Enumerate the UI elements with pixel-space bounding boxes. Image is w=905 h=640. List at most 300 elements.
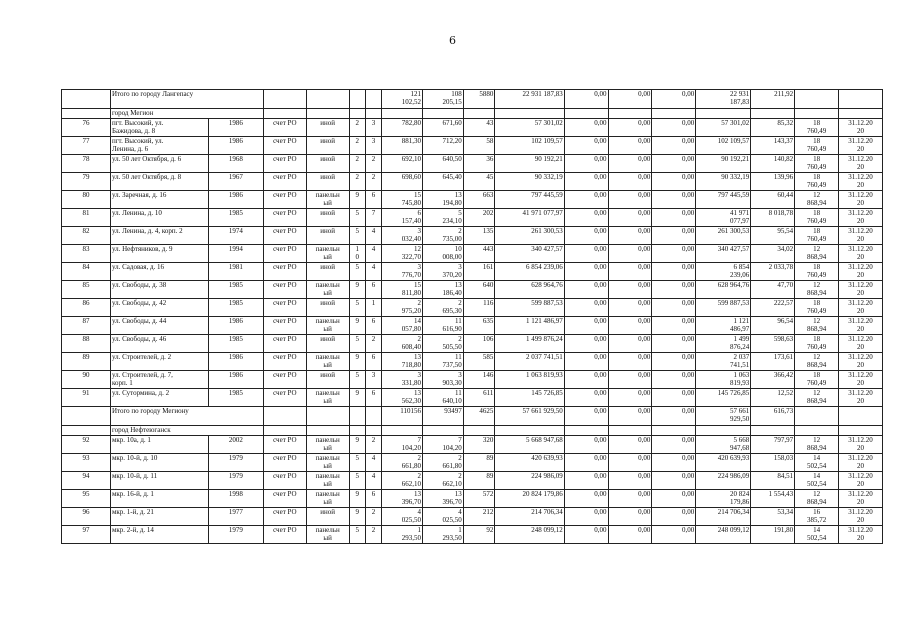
table-cell: 0,00 — [608, 281, 652, 299]
table-cell: счет РО — [263, 227, 306, 245]
table-cell: мкр. 10а, д. 1 — [110, 436, 208, 454]
table-cell: 0,00 — [564, 454, 608, 472]
table-cell: 140,82 — [751, 155, 795, 173]
city-section-row — [62, 426, 883, 436]
table-cell: счет РО — [263, 436, 306, 454]
table-cell: 158,03 — [751, 454, 795, 472]
table-cell: счет РО — [263, 508, 306, 526]
table-cell: 0,00 — [652, 508, 696, 526]
table-cell: 12 868,94 — [795, 490, 839, 508]
table-cell: 1986 — [208, 191, 263, 209]
table-cell: счет РО — [263, 245, 306, 263]
table-cell: 31.12.20 20 — [838, 119, 882, 137]
table-cell: 95 — [62, 490, 111, 508]
table-cell: 5 — [349, 371, 365, 389]
table-cell: 43 — [463, 119, 495, 137]
table-cell: мкр. 10-й, д. 11 — [110, 472, 208, 490]
table-cell: 41 971 077,97 — [495, 209, 564, 227]
table-cell: 135 — [463, 227, 495, 245]
table-cell: счет РО — [263, 173, 306, 191]
total-value-cell: 93497 — [422, 407, 463, 426]
table-cell: иной — [306, 371, 349, 389]
table-cell: 53,34 — [751, 508, 795, 526]
section-blank-cell — [564, 426, 608, 436]
table-cell: 224 986,09 — [495, 472, 564, 490]
table-cell: 31.12.20 20 — [838, 173, 882, 191]
table-cell: 0,00 — [608, 371, 652, 389]
table-cell: 14 057,80 — [382, 317, 423, 335]
table-cell: панельн ый — [306, 454, 349, 472]
table-row — [62, 263, 883, 281]
table-cell: 1986 — [208, 353, 263, 371]
table-row — [62, 335, 883, 353]
table-cell: 143,37 — [751, 137, 795, 155]
table-cell: 20 824 179,86 — [696, 490, 751, 508]
section-blank-cell — [495, 109, 564, 119]
table-cell: 2 661,80 — [382, 454, 423, 472]
section-blank-cell — [263, 109, 306, 119]
table-cell: 5 668 947,68 — [495, 436, 564, 454]
table-cell: 224 986,09 — [696, 472, 751, 490]
table-cell: 15 811,80 — [382, 281, 423, 299]
table-cell: 0,00 — [608, 137, 652, 155]
table-cell: 2 — [365, 436, 381, 454]
table-cell: 0,00 — [652, 389, 696, 407]
table-cell: 96 — [62, 508, 111, 526]
table-cell: 0,00 — [564, 353, 608, 371]
section-blank-cell — [795, 426, 839, 436]
table-cell: 2002 — [208, 436, 263, 454]
table-cell: 4 — [365, 472, 381, 490]
table-cell: 692,10 — [382, 155, 423, 173]
table-cell: 366,42 — [751, 371, 795, 389]
table-cell: 2 608,40 — [382, 335, 423, 353]
table-cell: 2 — [365, 173, 381, 191]
table-cell: 6 — [365, 353, 381, 371]
table-cell: 7 104,20 — [382, 436, 423, 454]
table-cell: 13 718,80 — [382, 353, 423, 371]
table-cell: 1985 — [208, 389, 263, 407]
table-cell: 18 760,49 — [795, 371, 839, 389]
total-value-cell — [795, 90, 839, 109]
table-cell: 0,00 — [608, 119, 652, 137]
table-cell: 0,00 — [608, 245, 652, 263]
table-cell: 0,00 — [564, 191, 608, 209]
table-cell: счет РО — [263, 209, 306, 227]
section-blank-cell — [696, 109, 751, 119]
table-cell: 0,00 — [652, 472, 696, 490]
table-row — [62, 119, 883, 137]
section-blank-cell — [306, 109, 349, 119]
table-cell: 0,00 — [564, 137, 608, 155]
table-cell: 88 — [62, 335, 111, 353]
table-cell: иной — [306, 227, 349, 245]
table-cell: 161 — [463, 263, 495, 281]
table-cell: 0,00 — [652, 245, 696, 263]
table-cell: 2 — [365, 526, 381, 544]
total-value-cell: 57 661 929,50 — [696, 407, 751, 426]
table-cell: 7 — [365, 209, 381, 227]
table-cell: 0,00 — [608, 191, 652, 209]
table-cell: 58 — [463, 137, 495, 155]
city-section-label: город Мегион — [110, 109, 263, 119]
table-cell: 31.12.20 20 — [838, 526, 882, 544]
table-cell: 13 562,30 — [382, 389, 423, 407]
table-cell: 214 706,34 — [696, 508, 751, 526]
table-cell: 2 033,78 — [751, 263, 795, 281]
table-cell: 0,00 — [652, 119, 696, 137]
section-blank-cell — [652, 426, 696, 436]
table-cell: 1 499 876,24 — [696, 335, 751, 353]
table-cell: 18 760,49 — [795, 209, 839, 227]
table-cell: 0,00 — [608, 353, 652, 371]
table-cell: иной — [306, 335, 349, 353]
table-cell: 31.12.20 20 — [838, 245, 882, 263]
table-cell: 712,20 — [422, 137, 463, 155]
table-cell: счет РО — [263, 155, 306, 173]
table-cell: панельн ый — [306, 490, 349, 508]
table-cell: 0,00 — [608, 508, 652, 526]
table-cell: 214 706,34 — [495, 508, 564, 526]
table-cell: иной — [306, 173, 349, 191]
table-cell: счет РО — [263, 299, 306, 317]
table-cell: 57 301,02 — [696, 119, 751, 137]
table-cell: 94 — [62, 472, 111, 490]
table-cell: 1 293,50 — [382, 526, 423, 544]
table-cell: 1977 — [208, 508, 263, 526]
table-cell: 0,00 — [608, 490, 652, 508]
total-value-cell: 22 931 187,83 — [495, 90, 564, 109]
table-cell: 2 975,20 — [382, 299, 423, 317]
table-cell: 420 639,93 — [696, 454, 751, 472]
table-cell: 0,00 — [564, 436, 608, 454]
total-value-cell — [838, 90, 882, 109]
table-cell: 2 — [365, 335, 381, 353]
table-cell: ул. Свободы, д. 38 — [110, 281, 208, 299]
table-cell: 0,00 — [652, 526, 696, 544]
table-cell: счет РО — [263, 371, 306, 389]
table-cell: панельн ый — [306, 472, 349, 490]
table-row — [62, 526, 883, 544]
table-cell: 0,00 — [608, 389, 652, 407]
table-cell: 18 760,49 — [795, 335, 839, 353]
table-cell: 12 868,94 — [795, 191, 839, 209]
table-cell: 0,00 — [564, 490, 608, 508]
table-cell: ул. Строителей, д. 2 — [110, 353, 208, 371]
table-cell: счет РО — [263, 389, 306, 407]
table-cell: 6 — [365, 191, 381, 209]
table-cell: 2 695,30 — [422, 299, 463, 317]
table-cell: 80 — [62, 191, 111, 209]
table-cell: 5 — [349, 472, 365, 490]
table-cell: 782,80 — [382, 119, 423, 137]
city-section-row — [62, 109, 883, 119]
table-cell: 1 063 819,93 — [696, 371, 751, 389]
table-cell: 97 — [62, 526, 111, 544]
table-cell: панельн ый — [306, 353, 349, 371]
table-cell: 36 — [463, 155, 495, 173]
table-cell: 81 — [62, 209, 111, 227]
table-row — [62, 245, 883, 263]
table-cell: 2 661,80 — [422, 454, 463, 472]
table-cell: 0,00 — [608, 173, 652, 191]
table-cell: счет РО — [263, 191, 306, 209]
table-cell: ул. Заречная, д. 16 — [110, 191, 208, 209]
table-cell: 9 — [349, 508, 365, 526]
table-cell: 77 — [62, 137, 111, 155]
table-cell: 57 301,02 — [495, 119, 564, 137]
table-cell: ул. Сутормина, д. 2 — [110, 389, 208, 407]
table-cell: 13 396,70 — [382, 490, 423, 508]
table-cell: 0,00 — [608, 317, 652, 335]
table-cell: мкр. 16-й, д. 1 — [110, 490, 208, 508]
table-cell: 0,00 — [564, 245, 608, 263]
section-blank-cell — [382, 426, 423, 436]
section-blank-cell — [751, 426, 795, 436]
table-cell: 20 824 179,86 — [495, 490, 564, 508]
table-cell: 0,00 — [564, 263, 608, 281]
table-cell: ул. Нефтяников, д. 9 — [110, 245, 208, 263]
table-cell: 9 — [349, 317, 365, 335]
table-cell: 2 037 741,51 — [696, 353, 751, 371]
table-cell: 0,00 — [652, 490, 696, 508]
table-cell: 93 — [62, 454, 111, 472]
table-cell: 83 — [62, 245, 111, 263]
table-cell: 11 737,50 — [422, 353, 463, 371]
table-cell: 9 — [349, 490, 365, 508]
table-cell: 5 — [349, 526, 365, 544]
table-cell: 0,00 — [652, 299, 696, 317]
table-cell: 202 — [463, 209, 495, 227]
table-cell: 10 008,00 — [422, 245, 463, 263]
table-cell: 18 760,49 — [795, 137, 839, 155]
table-cell: 1974 — [208, 227, 263, 245]
total-blank-cell — [365, 90, 381, 109]
table-cell: 9 — [349, 389, 365, 407]
table-cell: 0,00 — [608, 263, 652, 281]
table-cell: 0,00 — [564, 335, 608, 353]
table-cell: 31.12.20 20 — [838, 335, 882, 353]
table-cell: 90 332,19 — [495, 173, 564, 191]
table-cell: 31.12.20 20 — [838, 371, 882, 389]
table-cell: иной — [306, 299, 349, 317]
table-cell: 2 662,10 — [422, 472, 463, 490]
table-cell: 1967 — [208, 173, 263, 191]
table-cell: 31.12.20 20 — [838, 209, 882, 227]
section-blank-cell — [495, 426, 564, 436]
table-cell: 248 099,12 — [696, 526, 751, 544]
total-value-cell: 110156 — [382, 407, 423, 426]
section-blank-cell — [306, 426, 349, 436]
table-cell: иной — [306, 137, 349, 155]
total-blank-cell — [306, 407, 349, 426]
table-cell: 698,60 — [382, 173, 423, 191]
table-cell: 31.12.20 20 — [838, 137, 882, 155]
table-cell: 1986 — [208, 137, 263, 155]
table-cell: 420 639,93 — [495, 454, 564, 472]
table-cell: 3 — [365, 119, 381, 137]
table-cell: 1985 — [208, 299, 263, 317]
table-cell: 7 104,20 — [422, 436, 463, 454]
table-cell: ул. Свободы, д. 42 — [110, 299, 208, 317]
table-cell: 598,63 — [751, 335, 795, 353]
table-cell: 145 726,85 — [696, 389, 751, 407]
table-row — [62, 454, 883, 472]
total-value-cell: 0,00 — [608, 90, 652, 109]
total-value-cell — [795, 407, 839, 426]
table-cell: 6 — [365, 317, 381, 335]
table-row — [62, 371, 883, 389]
total-blank-cell — [62, 90, 111, 109]
table-cell: иной — [306, 263, 349, 281]
table-row — [62, 137, 883, 155]
table-cell: 261 300,53 — [495, 227, 564, 245]
table-cell: счет РО — [263, 137, 306, 155]
table-cell: 1 499 876,24 — [495, 335, 564, 353]
table-cell: 1979 — [208, 526, 263, 544]
table-cell: 5 — [349, 335, 365, 353]
table-cell: 797 445,59 — [495, 191, 564, 209]
table-cell: ул. 50 лет Октября, д. 6 — [110, 155, 208, 173]
table-cell: 1998 — [208, 490, 263, 508]
section-blank-cell — [422, 109, 463, 119]
table-cell: 87 — [62, 317, 111, 335]
table-cell: 84,51 — [751, 472, 795, 490]
total-label: Итого по городу Лангепасу — [110, 90, 263, 109]
table-cell: 82 — [62, 227, 111, 245]
table-cell: 11 616,90 — [422, 317, 463, 335]
table-cell: 4 025,50 — [422, 508, 463, 526]
table-cell: 96,54 — [751, 317, 795, 335]
table-cell: 1985 — [208, 335, 263, 353]
table-cell: 12 868,94 — [795, 353, 839, 371]
table-cell: 85,32 — [751, 119, 795, 137]
table-cell: 3 — [365, 371, 381, 389]
section-blank-cell — [564, 109, 608, 119]
table-cell: 1 121 486,97 — [696, 317, 751, 335]
table-cell: 0,00 — [652, 155, 696, 173]
section-blank-cell — [652, 109, 696, 119]
total-value-cell: 211,92 — [751, 90, 795, 109]
total-blank-cell — [62, 407, 111, 426]
table-cell: 9 — [349, 281, 365, 299]
table-cell: 139,96 — [751, 173, 795, 191]
table-cell: 12 868,94 — [795, 281, 839, 299]
table-cell: 31.12.20 20 — [838, 454, 882, 472]
table-cell: 45 — [463, 173, 495, 191]
table-cell: 2 — [349, 119, 365, 137]
total-value-cell: 616,73 — [751, 407, 795, 426]
table-cell: 31.12.20 20 — [838, 490, 882, 508]
table-cell: 5 234,10 — [422, 209, 463, 227]
total-value-cell: 57 661 929,50 — [495, 407, 564, 426]
table-cell: 2 662,10 — [382, 472, 423, 490]
table-cell: 3 370,20 — [422, 263, 463, 281]
table-cell: 18 760,49 — [795, 155, 839, 173]
total-value-cell: 0,00 — [564, 90, 608, 109]
table-cell: 0,00 — [608, 472, 652, 490]
table-cell: 85 — [62, 281, 111, 299]
table-cell: 340 427,57 — [696, 245, 751, 263]
table-row — [62, 281, 883, 299]
table-cell: 116 — [463, 299, 495, 317]
table-cell: 31.12.20 20 — [838, 227, 882, 245]
table-cell: 173,61 — [751, 353, 795, 371]
table-cell: 0,00 — [564, 317, 608, 335]
table-cell: пгт. Высокий, ул. Ленина, д. 6 — [110, 137, 208, 155]
total-row — [62, 90, 883, 109]
table-cell: 5 668 947,68 — [696, 436, 751, 454]
table-cell: 1985 — [208, 209, 263, 227]
table-cell: 0,00 — [608, 454, 652, 472]
total-value-cell: 0,00 — [652, 90, 696, 109]
table-cell: 90 — [62, 371, 111, 389]
table-cell: 2 — [365, 508, 381, 526]
table-cell: иной — [306, 508, 349, 526]
table-cell: 95,54 — [751, 227, 795, 245]
table-cell: 6 854 239,06 — [696, 263, 751, 281]
table-cell: 13 186,40 — [422, 281, 463, 299]
table-cell: 89 — [463, 472, 495, 490]
table-cell: 2 505,50 — [422, 335, 463, 353]
table-cell: 9 — [349, 353, 365, 371]
table-cell: 14 502,54 — [795, 526, 839, 544]
table-cell: 5 — [349, 209, 365, 227]
total-value-cell: 108 205,15 — [422, 90, 463, 109]
table-row — [62, 389, 883, 407]
section-blank-cell — [838, 426, 882, 436]
table-cell: 628 964,76 — [696, 281, 751, 299]
table-cell: 261 300,53 — [696, 227, 751, 245]
table-cell: счет РО — [263, 454, 306, 472]
total-blank-cell — [263, 407, 306, 426]
table-cell: 5 — [349, 299, 365, 317]
section-blank-cell — [263, 426, 306, 436]
table-cell: 13 194,80 — [422, 191, 463, 209]
table-cell: 1986 — [208, 371, 263, 389]
total-blank-cell — [263, 90, 306, 109]
section-blank-cell — [365, 109, 381, 119]
table-cell: 5 — [349, 263, 365, 281]
table-row — [62, 209, 883, 227]
total-blank-cell — [306, 90, 349, 109]
table-cell: 12 868,94 — [795, 436, 839, 454]
section-blank-cell — [463, 426, 495, 436]
table-cell: 1979 — [208, 472, 263, 490]
table-cell: 90 192,21 — [696, 155, 751, 173]
table-cell: 797 445,59 — [696, 191, 751, 209]
table-cell: 145 726,85 — [495, 389, 564, 407]
total-value-cell: 5880 — [463, 90, 495, 109]
table-cell: счет РО — [263, 281, 306, 299]
table-cell: 0,00 — [564, 209, 608, 227]
table-cell: 0,00 — [652, 263, 696, 281]
table-cell: 0,00 — [564, 281, 608, 299]
table-cell: 599 887,53 — [696, 299, 751, 317]
section-blank-cell — [349, 426, 365, 436]
total-value-cell — [838, 407, 882, 426]
table-cell: 31.12.20 20 — [838, 353, 882, 371]
total-value-cell: 0,00 — [652, 407, 696, 426]
table-cell: 1981 — [208, 263, 263, 281]
table-cell: 671,60 — [422, 119, 463, 137]
table-cell: 31.12.20 20 — [838, 389, 882, 407]
table-cell: 12 322,70 — [382, 245, 423, 263]
table-cell: 0,00 — [652, 227, 696, 245]
table-cell: 31.12.20 20 — [838, 508, 882, 526]
table-cell: 90 332,19 — [696, 173, 751, 191]
table-cell: 31.12.20 20 — [838, 436, 882, 454]
